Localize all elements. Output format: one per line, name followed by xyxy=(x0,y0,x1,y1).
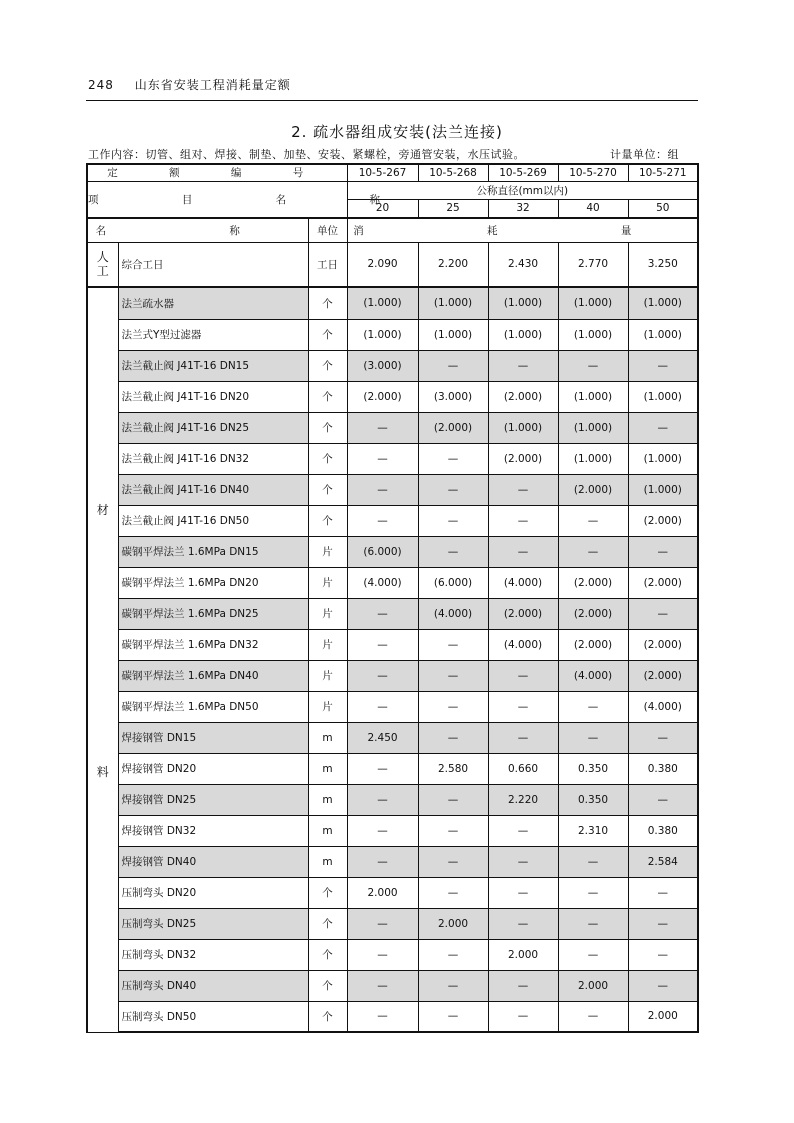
material-value: (1.000) xyxy=(558,381,628,412)
labor-value: 2.770 xyxy=(558,242,628,287)
material-unit: 片 xyxy=(308,629,347,660)
material-row xyxy=(87,381,698,412)
material-unit: 个 xyxy=(308,970,347,1001)
labor-value: 3.250 xyxy=(628,242,698,287)
material-value: 2.000 xyxy=(558,970,628,1001)
material-name: 压制弯头 DN25 xyxy=(118,908,308,939)
material-value: — xyxy=(418,474,488,505)
material-unit: 个 xyxy=(308,877,347,908)
material-value: — xyxy=(347,660,418,691)
diameter-cell: 50 xyxy=(628,199,698,218)
material-value: (2.000) xyxy=(488,598,558,629)
material-value: — xyxy=(347,1001,418,1032)
material-value: — xyxy=(347,846,418,877)
material-unit: 片 xyxy=(308,691,347,722)
material-value: (1.000) xyxy=(418,319,488,350)
material-value: — xyxy=(347,474,418,505)
material-value: — xyxy=(628,536,698,567)
material-value: — xyxy=(488,1001,558,1032)
material-value: (1.000) xyxy=(628,474,698,505)
diameter-cell: 32 xyxy=(488,199,558,218)
material-name: 焊接钢管 DN32 xyxy=(118,815,308,846)
material-row xyxy=(87,474,698,505)
material-name: 法兰截止阀 J41T-16 DN32 xyxy=(118,443,308,474)
material-unit: 个 xyxy=(308,505,347,536)
material-value: (1.000) xyxy=(558,319,628,350)
material-name: 碳钢平焊法兰 1.6MPa DN32 xyxy=(118,629,308,660)
material-value: (1.000) xyxy=(558,412,628,443)
labor-name: 综合工日 xyxy=(118,242,308,287)
material-value: 0.380 xyxy=(628,753,698,784)
material-value: — xyxy=(347,443,418,474)
material-value: 2.220 xyxy=(488,784,558,815)
labor-unit: 工日 xyxy=(308,242,347,287)
material-value: — xyxy=(347,908,418,939)
material-name: 法兰截止阀 J41T-16 DN50 xyxy=(118,505,308,536)
material-value: — xyxy=(488,536,558,567)
material-value: (4.000) xyxy=(418,598,488,629)
labor-value: 2.090 xyxy=(347,242,418,287)
material-value: — xyxy=(558,1001,628,1032)
material-row xyxy=(87,722,698,753)
material-row xyxy=(87,567,698,598)
code-cell: 10-5-267 xyxy=(347,164,418,181)
material-value: 2.000 xyxy=(488,939,558,970)
material-value: — xyxy=(488,474,558,505)
material-value: (4.000) xyxy=(488,629,558,660)
material-value: (2.000) xyxy=(488,381,558,412)
material-value: — xyxy=(628,939,698,970)
material-row xyxy=(87,598,698,629)
labor-category: 人 工 xyxy=(87,242,118,287)
name-header: 名 称 xyxy=(87,218,308,242)
material-name: 压制弯头 DN40 xyxy=(118,970,308,1001)
material-value: (1.000) xyxy=(347,319,418,350)
material-value: (2.000) xyxy=(628,629,698,660)
material-value: (2.000) xyxy=(488,443,558,474)
material-unit: m xyxy=(308,722,347,753)
material-value: — xyxy=(347,784,418,815)
material-value: (2.000) xyxy=(558,474,628,505)
material-name: 焊接钢管 DN20 xyxy=(118,753,308,784)
material-value: — xyxy=(558,908,628,939)
header-rule xyxy=(86,100,698,101)
material-value: (4.000) xyxy=(558,660,628,691)
material-value: (4.000) xyxy=(488,567,558,598)
labor-value: 2.430 xyxy=(488,242,558,287)
material-value: — xyxy=(418,443,488,474)
material-value: — xyxy=(418,350,488,381)
material-name: 碳钢平焊法兰 1.6MPa DN50 xyxy=(118,691,308,722)
material-unit: m xyxy=(308,815,347,846)
material-value: — xyxy=(418,536,488,567)
material-value: — xyxy=(347,505,418,536)
material-unit: 个 xyxy=(308,908,347,939)
material-value: (1.000) xyxy=(558,443,628,474)
code-cell: 10-5-270 xyxy=(558,164,628,181)
material-name: 法兰截止阀 J41T-16 DN40 xyxy=(118,474,308,505)
material-value: (1.000) xyxy=(628,381,698,412)
material-value: — xyxy=(418,629,488,660)
material-value: — xyxy=(418,505,488,536)
material-row xyxy=(87,287,698,319)
material-row xyxy=(87,319,698,350)
material-value: — xyxy=(488,908,558,939)
material-name: 碳钢平焊法兰 1.6MPa DN40 xyxy=(118,660,308,691)
labor-value: 2.200 xyxy=(418,242,488,287)
material-unit: 个 xyxy=(308,287,347,319)
material-value: 2.450 xyxy=(347,722,418,753)
material-name: 焊接钢管 DN15 xyxy=(118,722,308,753)
material-unit: 片 xyxy=(308,660,347,691)
material-name: 法兰式Y型过滤器 xyxy=(118,319,308,350)
material-value: — xyxy=(488,350,558,381)
work-content: 工作内容：切管、组对、焊接、制垫、加垫、安装、紧螺栓，旁通管安装，水压试验。 xyxy=(88,148,525,161)
material-category xyxy=(87,287,118,1032)
material-value: (6.000) xyxy=(347,536,418,567)
material-row xyxy=(87,691,698,722)
diameter-cell: 25 xyxy=(418,199,488,218)
material-unit: 片 xyxy=(308,536,347,567)
unit-header: 单位 xyxy=(308,218,347,242)
material-value: — xyxy=(418,846,488,877)
material-row xyxy=(87,629,698,660)
material-value: — xyxy=(418,970,488,1001)
material-row xyxy=(87,908,698,939)
material-value: 0.380 xyxy=(628,815,698,846)
material-value: — xyxy=(558,939,628,970)
material-row xyxy=(87,443,698,474)
material-unit: 个 xyxy=(308,319,347,350)
spec-label: 公称直径(mm以内) xyxy=(347,181,698,199)
material-row xyxy=(87,660,698,691)
material-value: — xyxy=(347,598,418,629)
quota-table xyxy=(86,163,699,1033)
material-unit: m xyxy=(308,846,347,877)
material-value: 2.580 xyxy=(418,753,488,784)
item-label: 项 目 名 称 xyxy=(87,181,347,218)
material-row xyxy=(87,350,698,381)
material-value: (4.000) xyxy=(628,691,698,722)
material-name: 碳钢平焊法兰 1.6MPa DN20 xyxy=(118,567,308,598)
material-unit: m xyxy=(308,784,347,815)
material-value: (2.000) xyxy=(628,660,698,691)
material-name: 压制弯头 DN32 xyxy=(118,939,308,970)
material-value: 2.584 xyxy=(628,846,698,877)
material-value: (1.000) xyxy=(418,287,488,319)
material-value: — xyxy=(488,505,558,536)
material-name: 压制弯头 DN50 xyxy=(118,1001,308,1032)
code-row xyxy=(87,164,698,181)
page-number: 248 xyxy=(88,78,114,92)
material-row xyxy=(87,753,698,784)
material-value: — xyxy=(558,722,628,753)
quota-label: 定 额 编 号 xyxy=(87,164,347,181)
material-name: 焊接钢管 DN25 xyxy=(118,784,308,815)
material-value: 0.350 xyxy=(558,753,628,784)
material-name: 法兰截止阀 J41T-16 DN20 xyxy=(118,381,308,412)
material-name: 法兰截止阀 J41T-16 DN15 xyxy=(118,350,308,381)
material-value: — xyxy=(488,815,558,846)
material-value: (1.000) xyxy=(347,287,418,319)
material-value: — xyxy=(558,350,628,381)
material-unit: 片 xyxy=(308,598,347,629)
measurement-unit: 计量单位：组 xyxy=(610,148,679,161)
code-cell: 10-5-268 xyxy=(418,164,488,181)
material-value: (1.000) xyxy=(488,287,558,319)
material-unit: 个 xyxy=(308,412,347,443)
material-unit: 个 xyxy=(308,474,347,505)
material-value: — xyxy=(418,660,488,691)
material-value: (2.000) xyxy=(558,629,628,660)
material-value: — xyxy=(418,784,488,815)
material-unit: 个 xyxy=(308,381,347,412)
material-row xyxy=(87,815,698,846)
material-category-bottom: 料 xyxy=(96,765,109,779)
material-name: 压制弯头 DN20 xyxy=(118,877,308,908)
material-value: — xyxy=(418,691,488,722)
material-value: — xyxy=(628,412,698,443)
material-value: — xyxy=(628,598,698,629)
material-value: — xyxy=(628,877,698,908)
material-value: (2.000) xyxy=(347,381,418,412)
consumption-header: 消 耗 量 xyxy=(347,218,698,242)
material-value: — xyxy=(488,660,558,691)
material-value: — xyxy=(628,722,698,753)
material-value: (1.000) xyxy=(628,287,698,319)
material-value: (2.000) xyxy=(418,412,488,443)
material-row xyxy=(87,846,698,877)
material-unit: 片 xyxy=(308,567,347,598)
material-value: — xyxy=(418,877,488,908)
diameter-cell: 20 xyxy=(347,199,418,218)
material-value: — xyxy=(347,815,418,846)
material-category-top: 材 xyxy=(96,503,109,517)
material-name: 法兰截止阀 J41T-16 DN25 xyxy=(118,412,308,443)
material-value: 2.000 xyxy=(628,1001,698,1032)
material-value: — xyxy=(418,1001,488,1032)
material-value: (4.000) xyxy=(347,567,418,598)
material-row xyxy=(87,784,698,815)
material-value: — xyxy=(418,939,488,970)
material-value: (1.000) xyxy=(628,319,698,350)
material-name: 焊接钢管 DN40 xyxy=(118,846,308,877)
material-value: (1.000) xyxy=(628,443,698,474)
material-value: (1.000) xyxy=(488,412,558,443)
material-value: (2.000) xyxy=(558,598,628,629)
material-unit: 个 xyxy=(308,1001,347,1032)
material-unit: m xyxy=(308,753,347,784)
material-value: — xyxy=(558,505,628,536)
material-value: — xyxy=(488,691,558,722)
material-unit: 个 xyxy=(308,350,347,381)
material-value: — xyxy=(558,536,628,567)
material-value: — xyxy=(418,722,488,753)
material-row xyxy=(87,939,698,970)
material-value: — xyxy=(488,846,558,877)
material-value: — xyxy=(347,629,418,660)
material-name: 碳钢平焊法兰 1.6MPa DN15 xyxy=(118,536,308,567)
material-value: (3.000) xyxy=(418,381,488,412)
material-value: — xyxy=(418,815,488,846)
code-cell: 10-5-271 xyxy=(628,164,698,181)
code-cell: 10-5-269 xyxy=(488,164,558,181)
material-unit: 个 xyxy=(308,939,347,970)
material-value: — xyxy=(347,970,418,1001)
material-value: 2.310 xyxy=(558,815,628,846)
material-row xyxy=(87,412,698,443)
column-header-row xyxy=(87,218,698,242)
labor-row xyxy=(87,242,698,287)
material-unit: 个 xyxy=(308,443,347,474)
book-title: 山东省安装工程消耗量定额 xyxy=(134,78,291,92)
material-value: — xyxy=(347,412,418,443)
material-value: 0.660 xyxy=(488,753,558,784)
material-value: (2.000) xyxy=(628,567,698,598)
material-value: — xyxy=(558,691,628,722)
material-value: 2.000 xyxy=(418,908,488,939)
material-value: (2.000) xyxy=(558,567,628,598)
material-row xyxy=(87,877,698,908)
material-value: — xyxy=(488,970,558,1001)
material-value: — xyxy=(628,784,698,815)
section-title: 2. 疏水器组成安装(法兰连接) xyxy=(291,123,503,141)
material-value: — xyxy=(347,753,418,784)
material-value: — xyxy=(558,877,628,908)
spec-row xyxy=(87,181,698,199)
material-value: 2.000 xyxy=(347,877,418,908)
material-value: — xyxy=(347,691,418,722)
material-value: (3.000) xyxy=(347,350,418,381)
material-value: — xyxy=(558,846,628,877)
material-value: — xyxy=(628,350,698,381)
running-header xyxy=(88,76,291,93)
material-value: (2.000) xyxy=(628,505,698,536)
material-value: (1.000) xyxy=(558,287,628,319)
material-row xyxy=(87,970,698,1001)
material-value: — xyxy=(488,877,558,908)
material-row xyxy=(87,505,698,536)
material-value: 0.350 xyxy=(558,784,628,815)
material-value: (6.000) xyxy=(418,567,488,598)
material-value: (1.000) xyxy=(488,319,558,350)
material-value: — xyxy=(347,939,418,970)
material-row xyxy=(87,536,698,567)
material-value: — xyxy=(628,908,698,939)
material-row xyxy=(87,1001,698,1032)
diameter-cell: 40 xyxy=(558,199,628,218)
material-name: 碳钢平焊法兰 1.6MPa DN25 xyxy=(118,598,308,629)
material-value: — xyxy=(488,722,558,753)
material-name: 法兰疏水器 xyxy=(118,287,308,319)
material-value: — xyxy=(628,970,698,1001)
